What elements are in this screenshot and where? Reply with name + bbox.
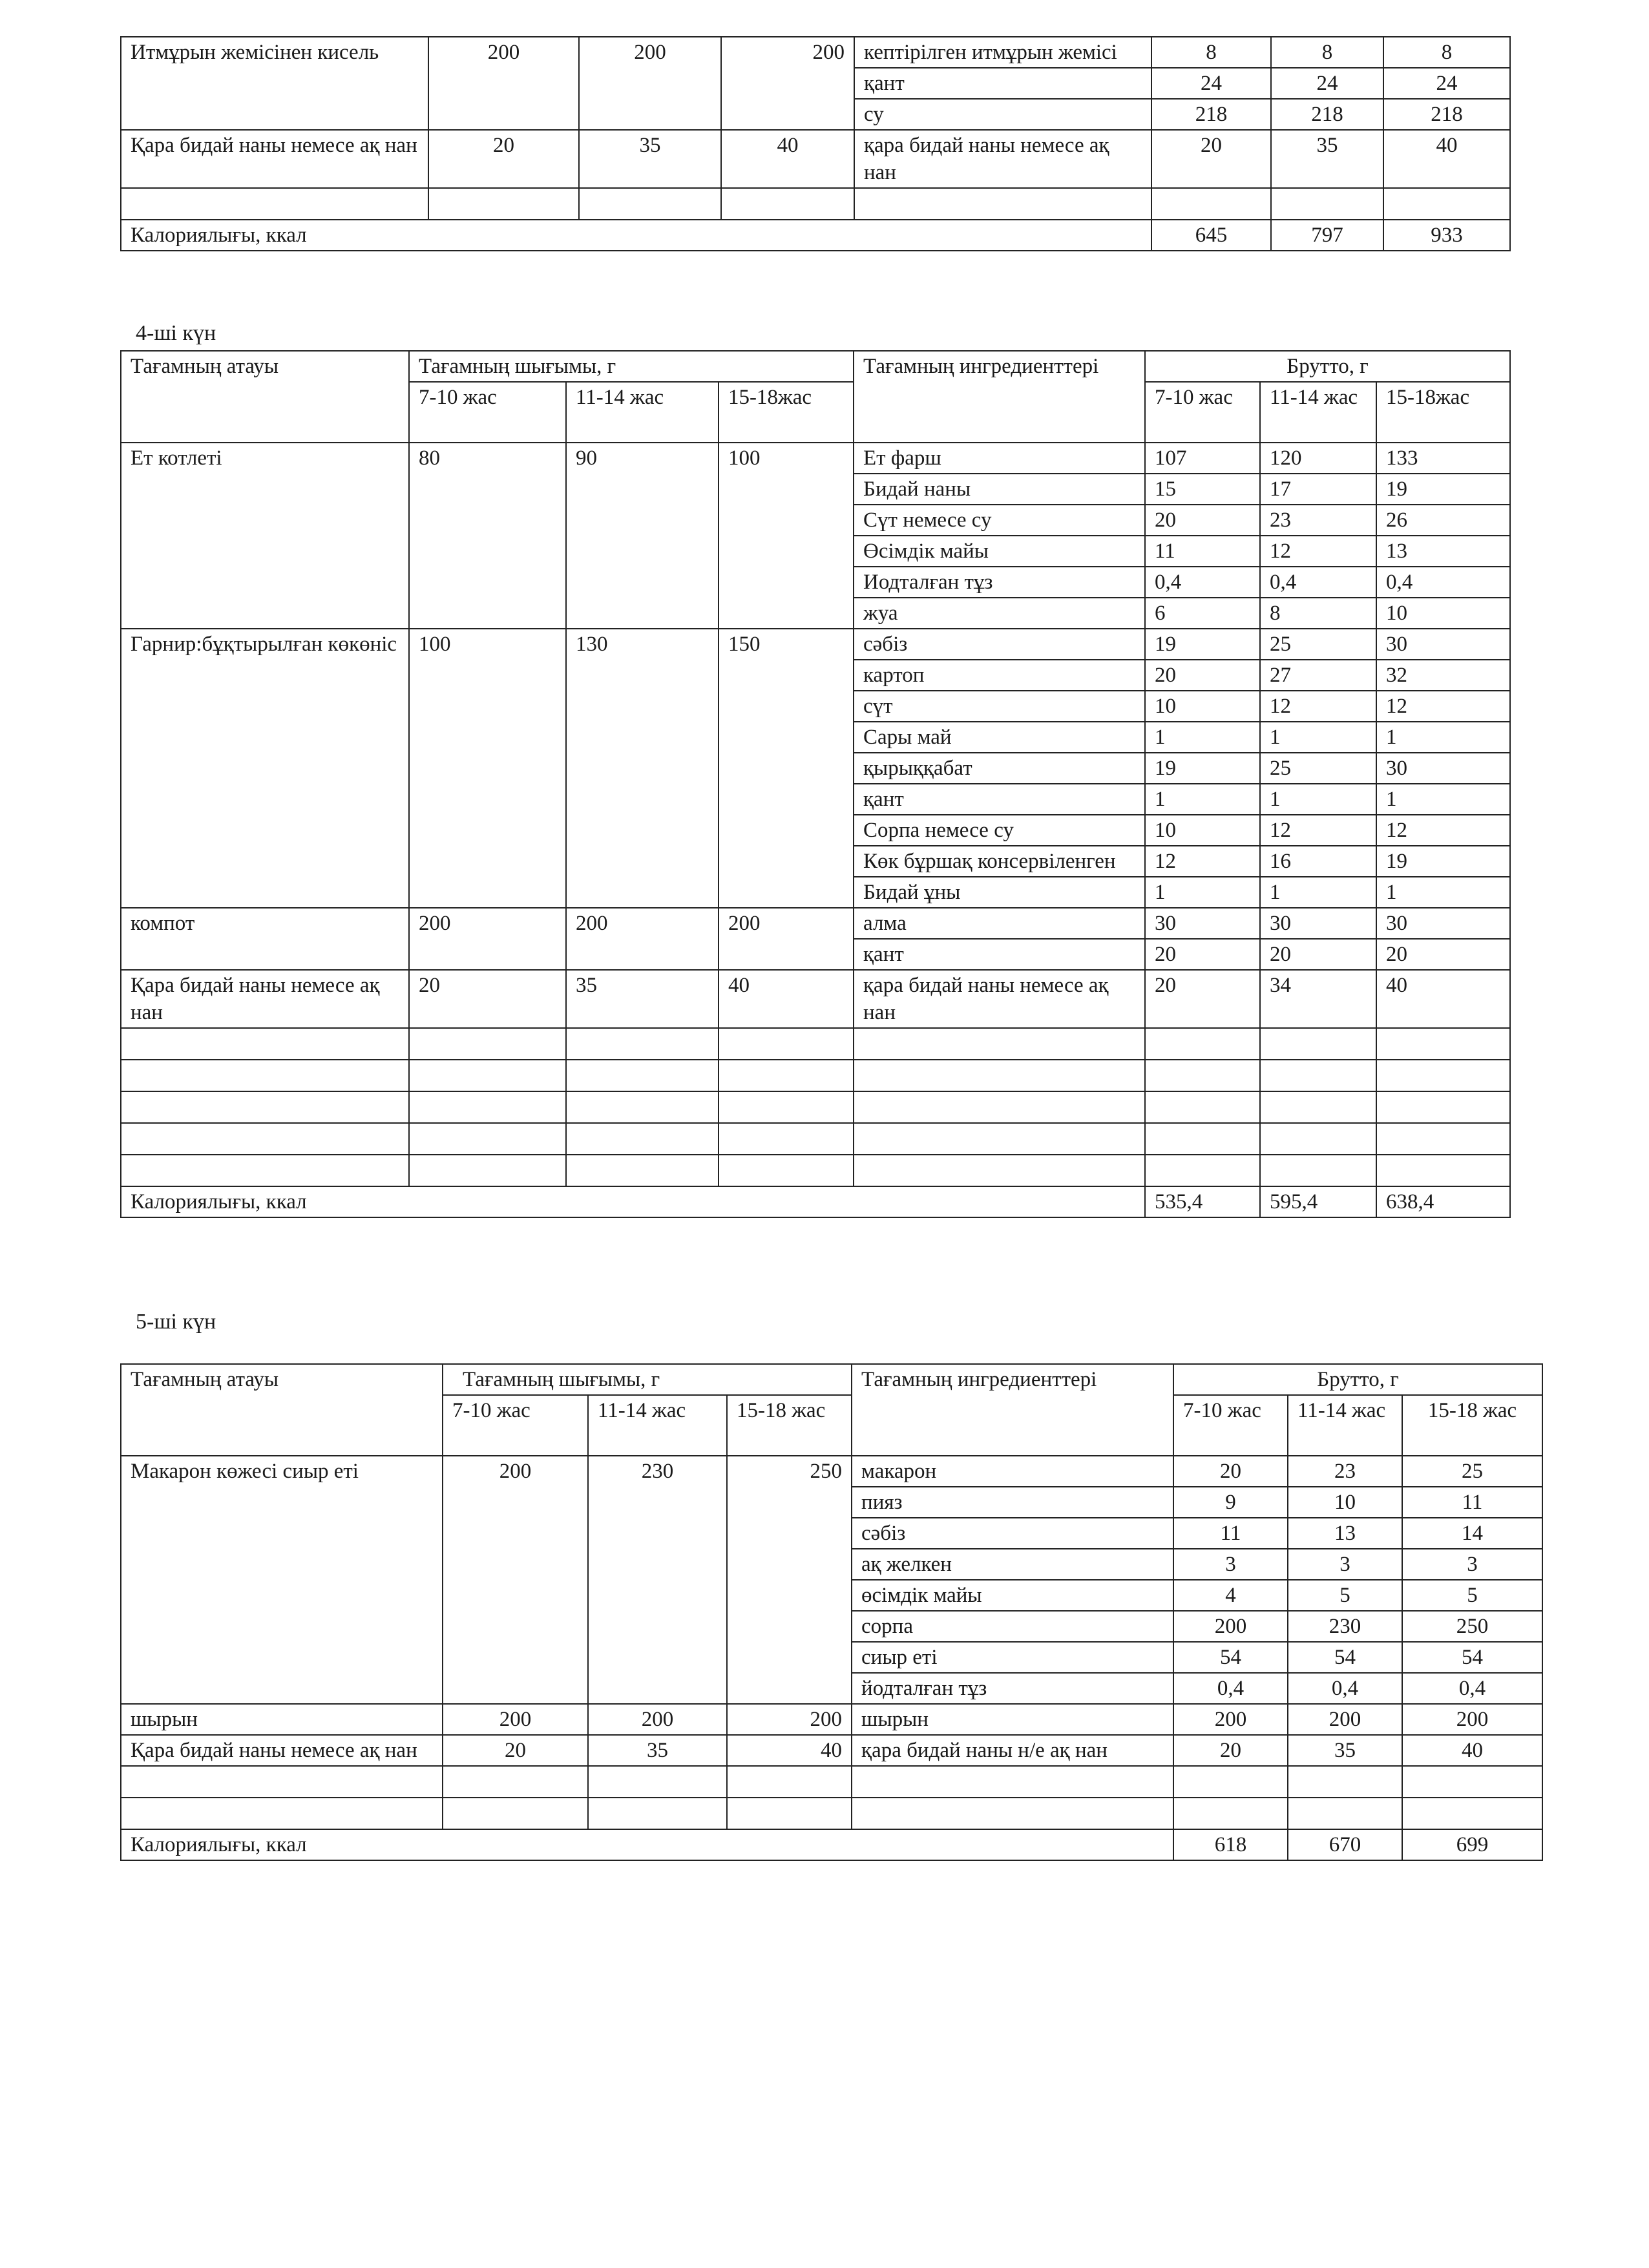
header-row: [121, 351, 1510, 382]
brutto-15-18: 24: [1383, 68, 1510, 99]
brutto-7-10: 15: [1145, 474, 1260, 505]
brutto-15-18: 250: [1402, 1611, 1542, 1642]
brutto-7-10: 20: [1173, 1735, 1288, 1766]
brutto-11-14: 35: [1288, 1735, 1402, 1766]
table-row: [121, 443, 1510, 474]
ingredient-name: алма: [854, 908, 1145, 939]
table-row: [121, 1704, 1542, 1735]
brutto-11-14: 25: [1260, 629, 1376, 660]
col-header-brutto: Брутто, г: [1145, 351, 1510, 382]
col-header-yield-11-14: 11-14 жас: [588, 1395, 727, 1456]
brutto-11-14: 0,4: [1288, 1673, 1402, 1704]
brutto-15-18: 12: [1376, 815, 1510, 846]
ingredient-name: Сорпа немесе су: [854, 815, 1145, 846]
ingredient-name: шырын: [852, 1704, 1173, 1735]
empty-row: [121, 1123, 1510, 1155]
brutto-15-18: 1: [1376, 877, 1510, 908]
calories-11-14: 595,4: [1260, 1186, 1376, 1217]
day5-title: 5-ші күн: [136, 1310, 216, 1334]
ingredient-name: макарон: [852, 1456, 1173, 1487]
brutto-7-10: 10: [1145, 691, 1260, 722]
empty-row: [121, 1091, 1510, 1123]
dish-name: компот: [121, 908, 409, 970]
ingredient-name: Сары май: [854, 722, 1145, 753]
brutto-11-14: 8: [1260, 598, 1376, 629]
brutto-7-10: 1: [1145, 722, 1260, 753]
yield-11-14: 35: [588, 1735, 727, 1766]
table-row: [121, 1735, 1542, 1766]
brutto-7-10: 24: [1151, 68, 1271, 99]
yield-7-10: 20: [443, 1735, 588, 1766]
empty-row: [121, 1766, 1542, 1798]
ingredient-name: сорпа: [852, 1611, 1173, 1642]
brutto-7-10: 6: [1145, 598, 1260, 629]
brutto-15-18: 0,4: [1376, 567, 1510, 598]
brutto-7-10: 20: [1145, 970, 1260, 1028]
calories-7-10: 618: [1173, 1829, 1288, 1860]
table-row: [121, 130, 1510, 188]
table-row: [121, 908, 1510, 939]
table-row: [121, 37, 1510, 68]
yield-7-10: 200: [443, 1456, 588, 1704]
brutto-7-10: 3: [1173, 1549, 1288, 1580]
calories-11-14: 670: [1288, 1829, 1402, 1860]
ingredient-name: қара бидай наны н/е ақ нан: [852, 1735, 1173, 1766]
col-header-brutto-7-10: 7-10 жас: [1145, 382, 1260, 443]
yield-11-14: 200: [588, 1704, 727, 1735]
dish-name: Гарнир:бұқтырылған көкөніс: [121, 629, 409, 908]
brutto-11-14: 54: [1288, 1642, 1402, 1673]
yield-15-18: 40: [719, 970, 854, 1028]
col-header-dish: Тағамның атауы: [121, 351, 409, 443]
brutto-15-18: 1: [1376, 722, 1510, 753]
brutto-7-10: 218: [1151, 99, 1271, 130]
ingredient-name: Сүт немесе су: [854, 505, 1145, 536]
continuation-table-block: [120, 36, 1509, 251]
calories-15-18: 699: [1402, 1829, 1542, 1860]
brutto-15-18: 32: [1376, 660, 1510, 691]
day4-title: 4-ші күн: [136, 321, 216, 345]
brutto-15-18: 11: [1402, 1487, 1542, 1518]
dish-name: Қара бидай наны немесе ақ нан: [121, 970, 409, 1028]
brutto-11-14: 23: [1288, 1456, 1402, 1487]
yield-7-10: 100: [409, 629, 566, 908]
col-header-yield-11-14: 11-14 жас: [566, 382, 719, 443]
dish-name: Макарон көжесі сиыр еті: [121, 1456, 443, 1704]
brutto-7-10: 11: [1173, 1518, 1288, 1549]
brutto-15-18: 19: [1376, 474, 1510, 505]
brutto-7-10: 10: [1145, 815, 1260, 846]
brutto-15-18: 54: [1402, 1642, 1542, 1673]
ingredient-name: қара бидай наны немесе ақ нан: [854, 970, 1145, 1028]
brutto-7-10: 30: [1145, 908, 1260, 939]
day4-table: [120, 350, 1511, 1218]
yield-15-18: 100: [719, 443, 854, 629]
yield-11-14: 200: [566, 908, 719, 970]
brutto-11-14: 12: [1260, 691, 1376, 722]
brutto-7-10: 54: [1173, 1642, 1288, 1673]
empty-row: [121, 1060, 1510, 1091]
brutto-11-14: 120: [1260, 443, 1376, 474]
ingredient-name: қант: [854, 784, 1145, 815]
yield-15-18: 40: [721, 130, 854, 188]
brutto-11-14: 12: [1260, 536, 1376, 567]
brutto-15-18: 40: [1383, 130, 1510, 188]
col-header-brutto: Брутто, г: [1173, 1364, 1542, 1395]
calories-15-18: 638,4: [1376, 1186, 1510, 1217]
yield-11-14: 35: [579, 130, 721, 188]
ingredient-name: сиыр еті: [852, 1642, 1173, 1673]
brutto-7-10: 1: [1145, 784, 1260, 815]
ingredient-name: су: [854, 99, 1151, 130]
ingredient-name: сүт: [854, 691, 1145, 722]
continuation-table: [120, 36, 1511, 251]
calories-7-10: 535,4: [1145, 1186, 1260, 1217]
brutto-11-14: 30: [1260, 908, 1376, 939]
yield-15-18: 200: [719, 908, 854, 970]
ingredient-name: қара бидай наны немесе ақ нан: [854, 130, 1151, 188]
brutto-11-14: 27: [1260, 660, 1376, 691]
brutto-15-18: 1: [1376, 784, 1510, 815]
calories-row: [121, 1829, 1542, 1860]
brutto-15-18: 25: [1402, 1456, 1542, 1487]
yield-15-18: 200: [721, 37, 854, 130]
brutto-11-14: 25: [1260, 753, 1376, 784]
brutto-7-10: 19: [1145, 753, 1260, 784]
brutto-11-14: 24: [1271, 68, 1383, 99]
brutto-7-10: 0,4: [1173, 1673, 1288, 1704]
day4-body: [121, 443, 1510, 1028]
brutto-7-10: 1: [1145, 877, 1260, 908]
calories-7-10: 645: [1151, 220, 1271, 251]
yield-7-10: 20: [409, 970, 566, 1028]
calories-row: [121, 1186, 1510, 1217]
col-header-yield: Тағамның шығымы, г: [409, 351, 854, 382]
yield-15-18: 200: [727, 1704, 852, 1735]
yield-11-14: 230: [588, 1456, 727, 1704]
brutto-7-10: 8: [1151, 37, 1271, 68]
brutto-11-14: 230: [1288, 1611, 1402, 1642]
brutto-11-14: 10: [1288, 1487, 1402, 1518]
ingredient-name: қант: [854, 68, 1151, 99]
calories-label: Калориялығы, ккал: [121, 1829, 1173, 1860]
brutto-11-14: 17: [1260, 474, 1376, 505]
brutto-11-14: 23: [1260, 505, 1376, 536]
brutto-11-14: 35: [1271, 130, 1383, 188]
brutto-15-18: 40: [1376, 970, 1510, 1028]
brutto-15-18: 20: [1376, 939, 1510, 970]
col-header-brutto-11-14: 11-14 жас: [1288, 1395, 1402, 1456]
ingredient-name: йодталған тұз: [852, 1673, 1173, 1704]
brutto-11-14: 34: [1260, 970, 1376, 1028]
brutto-7-10: 107: [1145, 443, 1260, 474]
brutto-11-14: 0,4: [1260, 567, 1376, 598]
brutto-15-18: 5: [1402, 1580, 1542, 1611]
header-row: [121, 1364, 1542, 1395]
table-row: [121, 970, 1510, 1028]
yield-11-14: 90: [566, 443, 719, 629]
yield-15-18: 150: [719, 629, 854, 908]
calories-15-18: 933: [1383, 220, 1510, 251]
empty-row: [121, 1155, 1510, 1186]
brutto-15-18: 30: [1376, 908, 1510, 939]
brutto-15-18: 12: [1376, 691, 1510, 722]
brutto-7-10: 9: [1173, 1487, 1288, 1518]
brutto-7-10: 11: [1145, 536, 1260, 567]
brutto-7-10: 12: [1145, 846, 1260, 877]
brutto-7-10: 200: [1173, 1704, 1288, 1735]
brutto-11-14: 20: [1260, 939, 1376, 970]
ingredient-name: Бидай наны: [854, 474, 1145, 505]
calories-label: Калориялығы, ккал: [121, 220, 1151, 251]
brutto-11-14: 1: [1260, 784, 1376, 815]
col-header-ingredients: Тағамның ингредиенттері: [852, 1364, 1173, 1456]
yield-7-10: 200: [409, 908, 566, 970]
brutto-7-10: 20: [1173, 1456, 1288, 1487]
dish-name: Ет котлеті: [121, 443, 409, 629]
ingredient-name: Бидай ұны: [854, 877, 1145, 908]
calories-label: Калориялығы, ккал: [121, 1186, 1145, 1217]
yield-11-14: 200: [579, 37, 721, 130]
yield-7-10: 200: [443, 1704, 588, 1735]
brutto-15-18: 13: [1376, 536, 1510, 567]
day5-table: [120, 1363, 1543, 1861]
col-header-yield-7-10: 7-10 жас: [443, 1395, 588, 1456]
calories-11-14: 797: [1271, 220, 1383, 251]
empty-row: [121, 188, 1510, 220]
ingredient-name: Көк бұршақ консервіленген: [854, 846, 1145, 877]
brutto-11-14: 218: [1271, 99, 1383, 130]
empty-row: [121, 1028, 1510, 1060]
col-header-brutto-11-14: 11-14 жас: [1260, 382, 1376, 443]
ingredient-name: пияз: [852, 1487, 1173, 1518]
ingredient-name: өсімдік майы: [852, 1580, 1173, 1611]
table-row: [121, 629, 1510, 660]
yield-11-14: 130: [566, 629, 719, 908]
col-header-brutto-15-18: 15-18жас: [1376, 382, 1510, 443]
yield-15-18: 250: [727, 1456, 852, 1704]
brutto-15-18: 14: [1402, 1518, 1542, 1549]
brutto-15-18: 218: [1383, 99, 1510, 130]
brutto-7-10: 19: [1145, 629, 1260, 660]
brutto-11-14: 3: [1288, 1549, 1402, 1580]
brutto-7-10: 200: [1173, 1611, 1288, 1642]
yield-15-18: 40: [727, 1735, 852, 1766]
ingredient-name: қырыққабат: [854, 753, 1145, 784]
calories-row: [121, 220, 1510, 251]
ingredient-name: кептірілген итмұрын жемісі: [854, 37, 1151, 68]
dish-name: Қара бидай наны немесе ақ нан: [121, 1735, 443, 1766]
brutto-15-18: 40: [1402, 1735, 1542, 1766]
brutto-11-14: 8: [1271, 37, 1383, 68]
brutto-7-10: 4: [1173, 1580, 1288, 1611]
brutto-7-10: 20: [1145, 939, 1260, 970]
brutto-15-18: 3: [1402, 1549, 1542, 1580]
brutto-11-14: 200: [1288, 1704, 1402, 1735]
brutto-15-18: 19: [1376, 846, 1510, 877]
brutto-15-18: 10: [1376, 598, 1510, 629]
day5-body: [121, 1456, 1542, 1766]
yield-7-10: 20: [428, 130, 579, 188]
ingredient-name: ақ желкен: [852, 1549, 1173, 1580]
col-header-brutto-15-18: 15-18 жас: [1402, 1395, 1542, 1456]
dish-name: Қара бидай наны немесе ақ нан: [121, 130, 428, 188]
ingredient-name: сәбіз: [854, 629, 1145, 660]
brutto-7-10: 0,4: [1145, 567, 1260, 598]
brutto-15-18: 26: [1376, 505, 1510, 536]
brutto-7-10: 20: [1145, 505, 1260, 536]
dish-name: Итмұрын жемісінен кисель: [121, 37, 428, 130]
col-header-yield-15-18: 15-18 жас: [727, 1395, 852, 1456]
table-row: [121, 1456, 1542, 1487]
ingredient-name: Иодталған тұз: [854, 567, 1145, 598]
ingredient-name: сәбіз: [852, 1518, 1173, 1549]
col-header-yield-7-10: 7-10 жас: [409, 382, 566, 443]
brutto-11-14: 13: [1288, 1518, 1402, 1549]
brutto-15-18: 30: [1376, 753, 1510, 784]
ingredient-name: Өсімдік майы: [854, 536, 1145, 567]
brutto-15-18: 200: [1402, 1704, 1542, 1735]
col-header-yield: Тағамның шығымы, г: [443, 1364, 852, 1395]
day4-table-block: [120, 350, 1509, 1218]
yield-7-10: 80: [409, 443, 566, 629]
brutto-15-18: 30: [1376, 629, 1510, 660]
brutto-15-18: 133: [1376, 443, 1510, 474]
ingredient-name: қант: [854, 939, 1145, 970]
col-header-ingredients: Тағамның ингредиенттері: [854, 351, 1145, 443]
ingredient-name: жуа: [854, 598, 1145, 629]
brutto-11-14: 1: [1260, 722, 1376, 753]
brutto-7-10: 20: [1145, 660, 1260, 691]
col-header-dish: Тағамның атауы: [121, 1364, 443, 1456]
brutto-11-14: 16: [1260, 846, 1376, 877]
empty-row: [121, 1798, 1542, 1829]
brutto-11-14: 12: [1260, 815, 1376, 846]
yield-7-10: 200: [428, 37, 579, 130]
brutto-15-18: 8: [1383, 37, 1510, 68]
brutto-11-14: 5: [1288, 1580, 1402, 1611]
ingredient-name: картоп: [854, 660, 1145, 691]
brutto-15-18: 0,4: [1402, 1673, 1542, 1704]
brutto-11-14: 1: [1260, 877, 1376, 908]
yield-11-14: 35: [566, 970, 719, 1028]
ingredient-name: Ет фарш: [854, 443, 1145, 474]
col-header-brutto-7-10: 7-10 жас: [1173, 1395, 1288, 1456]
brutto-7-10: 20: [1151, 130, 1271, 188]
dish-name: шырын: [121, 1704, 443, 1735]
col-header-yield-15-18: 15-18жас: [719, 382, 854, 443]
day5-table-block: [120, 1363, 1542, 1861]
